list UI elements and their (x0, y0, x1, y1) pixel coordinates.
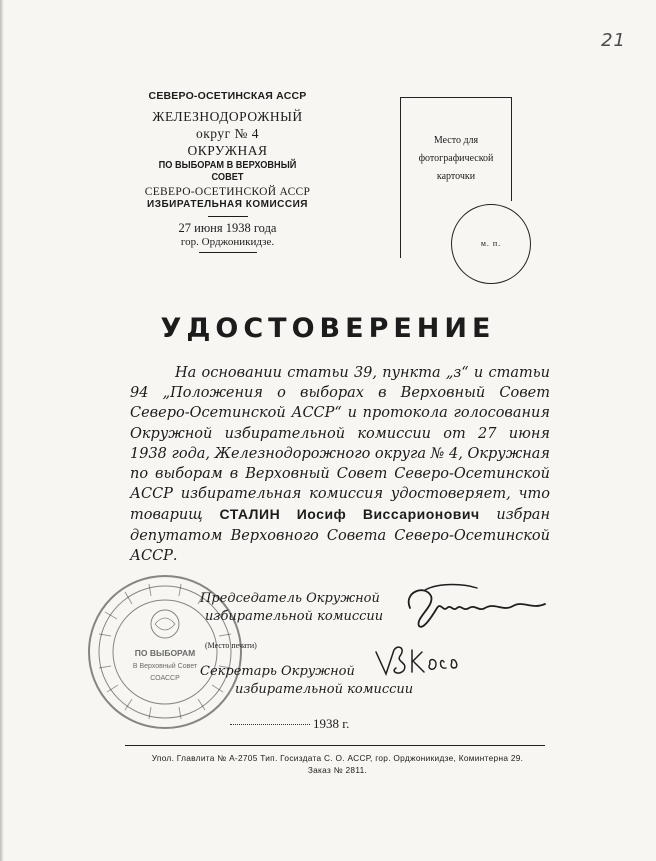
secretary-title-line2: избирательной комиссии (235, 682, 414, 697)
header-city: гор. Орджоникидзе. (180, 236, 275, 249)
header-date: 27 июня 1938 года (178, 220, 277, 235)
stamp-place-label: (Место печати) (205, 641, 257, 650)
secretary-title-line1: Секретарь Окружной (200, 664, 355, 679)
chairman-title-line1: Председатель Окружной (200, 591, 380, 606)
secretary-title (200, 663, 413, 699)
seal-place-label: м. п. (480, 239, 502, 248)
issue-date-line (230, 716, 390, 732)
commission-header (140, 90, 315, 253)
certificate-text-after-name: избран депутатом Верховного Совета Северо-Осетинской АССР. (130, 507, 550, 564)
deputy-name: СТАЛИН Иосиф Виссарионович (219, 506, 480, 523)
header-commission: ИЗБИРАТЕЛЬНАЯ КОМИССИЯ (147, 199, 308, 211)
stamp-center-line2: В Верховный Совет (132, 663, 198, 670)
photo-placeholder-label (401, 132, 511, 186)
date-blank-field (230, 724, 310, 725)
imprint-line2: Заказ № 2811. (307, 765, 368, 775)
chairman-title (200, 590, 383, 626)
chairman-signature (395, 578, 565, 633)
document-title: УДОСТОВЕРЕНИЕ (160, 313, 496, 344)
header-republic-genitive: СЕВЕРО-ОСЕТИНСКОЙ АССР (144, 185, 311, 198)
footer-divider (125, 745, 545, 746)
printer-imprint (110, 752, 565, 776)
stamp-center-line1: ПО ВЫБОРАМ (134, 648, 196, 658)
header-district-line2: округ № 4 (195, 126, 260, 141)
certificate-text-before-name: На основании статьи 39, пункта „з“ и статьи 94 „Положения о выборах в Верховный Совет Северо-Осетинской АССР“ и протокола голосования Окружной избирательной комиссии от 27 июня 1938 года, Железнодорожного округа № 4, Окружная по выборам в Верховный Совет Северо-Осетинской АССР избирательная комиссия удостоверяет, что товарищ (130, 365, 550, 524)
photo-label-line2: фотографической (418, 153, 494, 164)
header-divider (208, 216, 248, 217)
scan-edge-shadow (0, 0, 4, 861)
archive-page-number: 21 (601, 30, 626, 51)
issue-year: 1938 г. (313, 716, 350, 731)
imprint-line1: Упол. Главлита № А-2705 Тип. Госиздата С. О. АССР, гор. Орджоникидзе, Коминтерна 29. (151, 753, 524, 763)
header-elections-line: ПО ВЫБОРАМ В ВЕРХОВНЫЙ СОВЕТ (158, 159, 297, 184)
header-district-line1: ЖЕЛЕЗНОДОРОЖНЫЙ (152, 109, 303, 125)
header-district-kind: ОКРУЖНАЯ (187, 142, 268, 158)
photo-label-line1: Место для (433, 135, 479, 146)
certificate-paragraph (130, 363, 550, 566)
header-city-underline (199, 252, 257, 253)
certificate-body (130, 363, 550, 566)
header-republic: СЕВЕРО-ОСЕТИНСКАЯ АССР (148, 90, 307, 102)
chairman-title-line2: избирательной комиссии (205, 609, 384, 624)
stamp-center-line3: СОАССР (150, 675, 180, 682)
photo-label-line3: карточки (436, 171, 476, 182)
seal-place-circle (451, 204, 531, 284)
